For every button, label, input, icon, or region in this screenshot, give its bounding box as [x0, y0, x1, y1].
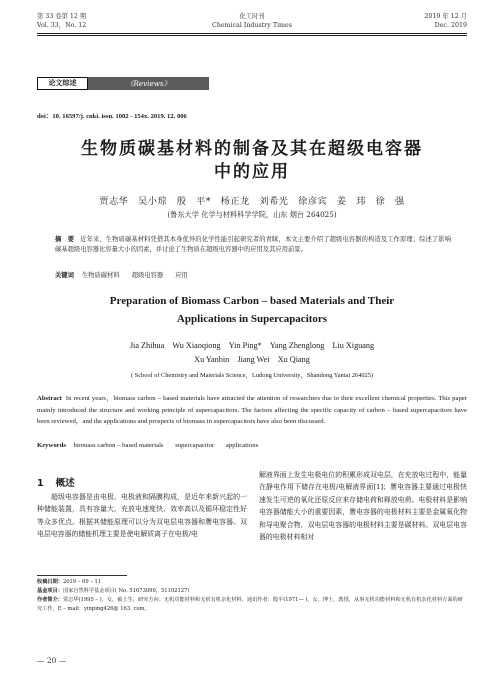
footnote-received-text: 2019 – 09 – 11: [62, 579, 102, 585]
affiliation-cn: (鲁东大学 化学与材料科学学院，山东 烟台 264025): [167, 210, 337, 219]
keyword-cn: 超级电容器: [131, 272, 164, 279]
keywords-en: [37, 442, 467, 449]
date-cn: 2019 年 12 月: [424, 13, 467, 20]
keyword-en: biomass carbon – based materials: [73, 442, 164, 449]
keywords-cn: [55, 270, 451, 279]
footnote-fund-label: 基金项目：: [37, 588, 63, 594]
title-cn-line2: 中的应用: [214, 162, 290, 182]
footnote-author: [37, 596, 467, 613]
abstract-en: [37, 393, 467, 428]
keyword-en: applications: [225, 442, 259, 449]
abstract-cn-label: 摘 要: [55, 236, 75, 243]
volume-cn: 第 33 卷第 12 期: [37, 13, 87, 20]
header-date: [424, 13, 467, 30]
doi: doi：10. 16597/j. cnki. issn. 1002 - 154x. 2019. 12. 006: [37, 113, 187, 120]
footnote-fund-text: 国家自然科学基金项目( No. 51673090，51102127): [62, 588, 190, 594]
footnote-author-label: 作者简介：: [37, 597, 63, 603]
authors-en-line2: Xu Yanbin Jiang Wei Xu Qiang: [194, 355, 310, 364]
section-number: 1: [37, 478, 44, 489]
section-tag-cn: 论文综述: [37, 77, 88, 90]
title-cn-line1: 生物质碳基材料的制备及其在超级电容器: [81, 139, 423, 159]
section-tag: [37, 77, 209, 90]
keywords-en-label: Keywords: [37, 442, 66, 449]
footnote-received-label: 收稿日期：: [37, 579, 63, 585]
footnote-rule: [37, 575, 127, 576]
title-en-line2: Applications in Supercapacitors: [176, 313, 328, 325]
header-rule-thin: [37, 35, 467, 36]
keyword-cn: 应用: [175, 272, 188, 279]
authors-cn: 贾志华 吴小琼 殷 平* 杨正龙 刘希光 徐彦宾 姜 玮 徐 强: [99, 196, 405, 207]
abstract-en-text: In recent years，biomass carbon – based materials have attracted the attention of researchers due to their excellent chemical properties. This paper mainly introduced the structure and working principle of supercapacitors. The factors affecting the specific capacity of carbon – based supercapacitors have been reviewed，and the applications and prospects of biomass in supercapacitors have also been discussed.: [37, 395, 467, 426]
abstract-en-label: Abstract: [37, 395, 62, 402]
section-heading: [37, 475, 75, 489]
body-column-left: 超级电容器是由电极、电极液和隔膜构成，是近年来新兴起的一种储能装置，具有容量大、充放电速度快、效率高以及循环稳定性好等众多优点。根据其储能原理可以分为双电层电容器和赝电容器。双电层电容器的储能机理主要是使电解质离子在电极/电: [37, 493, 247, 539]
authors-en-line1: Jia Zhihua Wu Xiaoqiong Yin Ping* Yang Zhenglong Liu Xiguang: [129, 341, 375, 350]
section-title: 概述: [55, 478, 75, 489]
keyword-cn: 生物质碳材料: [81, 272, 120, 279]
keywords-cn-label: 关键词: [55, 272, 74, 279]
abstract-cn: [55, 235, 451, 254]
journal-en: Chemical Industry Times: [212, 21, 292, 29]
title-en-line1: Preparation of Biomass Carbon – based Materials and Their: [109, 295, 395, 307]
footnote-received: [37, 578, 467, 587]
affiliation-en: ( School of Chemistry and Materials Science，Ludong University，Shandong Yantai 264025): [130, 372, 374, 379]
page-number: — 20 —: [37, 656, 67, 665]
footnote-fund: [37, 587, 467, 596]
header-rule-thick: [37, 33, 467, 34]
journal-cn: 化工时刊: [239, 13, 265, 20]
footnote-author-text: 贾志华(1995 – )，女，硕士生，研究方向：无机功能材料和无机有机杂化材料。通讯作者：殷平(1971— )，女，博士，教授，从事无机功能材料和无机有机杂化材料方面的研究工作，E – mail：yinping426@ 163. com。: [37, 597, 463, 612]
body-column-right: 解液界面上发生电极电位的积累形成双电层，在充放电过程中，能量在静电作用下储存在电极/电解液界面[1]；赝电容器主要通过电极快速发生可逆的氧化还原反应来存储电荷和释放电荷。电极材料是影响电容器储能大小的重要因素，赝电容器的电极材料主要是金属氧化物和导电聚合物，双电层电容器的电极材料主要是碳材料。双电层电容器的电极材料相对: [259, 471, 467, 542]
volume-en: Vol. 33，No. 12: [37, 21, 87, 29]
header-journal: [150, 13, 354, 30]
date-en: Dec. 2019: [434, 21, 467, 29]
abstract-cn-text: 近年来，生物质碳基材料凭借其本身优异的化学性能引起研究者的青睐，本文主要介绍了超级电容器的构造及工作原理；综述了影响碳基超级电容器比容量大小的因素，并讨论了生物质在超级电容器中的应用及其应用前景。: [55, 236, 452, 253]
header-volume: [37, 13, 86, 30]
section-tag-en: 《Reviews》: [88, 77, 209, 90]
keyword-en: supercapacitor: [175, 442, 215, 449]
